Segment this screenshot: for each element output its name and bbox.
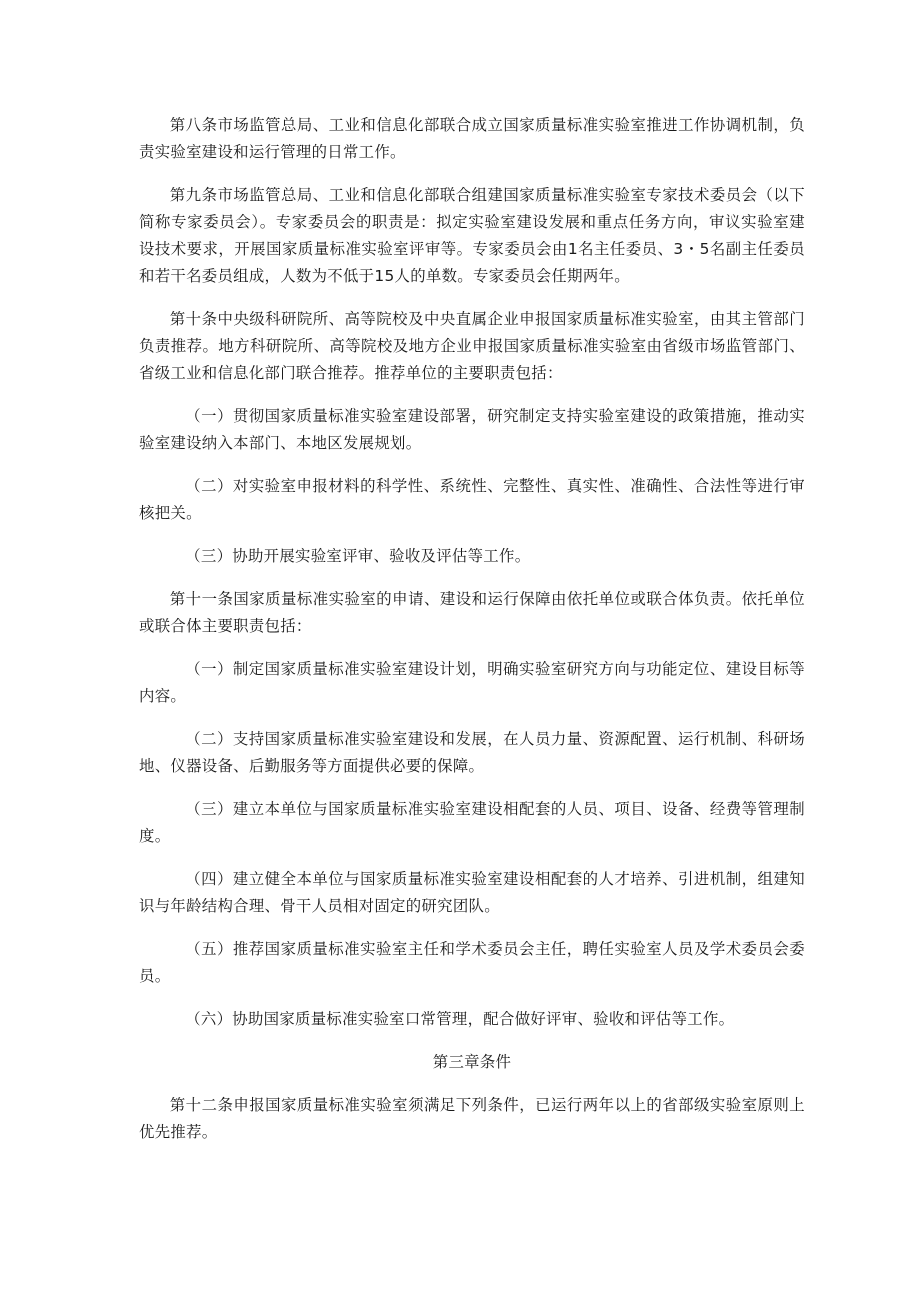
article-12-paragraph: 第十二条申报国家质量标准实验室须满足下列条件，已运行两年以上的省部级实验室原则上优先推荐。 bbox=[139, 1096, 805, 1141]
article-10-item-1: （一）贯彻国家质量标准实验室建设部署，研究制定支持实验室建设的政策措施，推动实验室建设纳入本部门、本地区发展规划。 bbox=[139, 407, 805, 452]
article-11-item-5: （五）推荐国家质量标准实验室主任和学术委员会主任，聘任实验室人员及学术委员会委员。 bbox=[139, 940, 805, 985]
article-10-item-3: （三）协助开展实验室评审、验收及评估等工作。 bbox=[185, 547, 531, 565]
article-11-item-2: （二）支持国家质量标准实验室建设和发展，在人员力量、资源配置、运行机制、科研场地、仪器设备、后勤服务等方面提供必要的保障。 bbox=[139, 730, 805, 775]
article-11-item-1: （一）制定国家质量标准实验室建设计划，明确实验室研究方向与功能定位、建设目标等内容。 bbox=[139, 660, 805, 705]
article-10-paragraph: 第十条中央级科研院所、高等院校及中央直属企业申报国家质量标准实验室，由其主管部门负责推荐。地方科研院所、高等院校及地方企业申报国家质量标准实验室由省级市场监管部门、省级工业和信息化部门联合推荐。推荐单位的主要职责包括： bbox=[139, 310, 805, 382]
article-10-item-2: （二）对实验室申报材料的科学性、系统性、完整性、真实性、准确性、合法性等进行审核把关。 bbox=[139, 477, 805, 522]
article-11-item-4: （四）建立健全本单位与国家质量标准实验室建设相配套的人才培养、引进机制，组建知识与年龄结构合理、骨干人员相对固定的研究团队。 bbox=[139, 870, 805, 915]
article-11-paragraph: 第十一条国家质量标准实验室的申请、建设和运行保障由依托单位或联合体负责。依托单位或联合体主要职责包括： bbox=[139, 590, 805, 635]
article-11-item-6: （六）协助国家质量标准实验室口常管理，配合做好评审、验收和评估等工作。 bbox=[185, 1010, 735, 1028]
article-11-item-3: （三）建立本单位与国家质量标准实验室建设相配套的人员、项目、设备、经费等管理制度。 bbox=[139, 800, 805, 845]
document-body bbox=[139, 112, 805, 1162]
chapter-heading: 第三章条件 bbox=[432, 1053, 512, 1071]
article-9-paragraph: 第九条市场监管总局、工业和信息化部联合组建国家质量标准实验室专家技术委员会（以下简称专家委员会）。专家委员会的职责是：拟定实验室建设发展和重点任务方向，审议实验室建设技术要求，开展国家质量标准实验室评审等。专家委员会由1名主任委员、3・5名副主任委员和若干名委员组成，人数为不低于15人的单数。专家委员会任期两年。 bbox=[139, 186, 805, 285]
article-8-paragraph: 第八条市场监管总局、工业和信息化部联合成立国家质量标准实验室推进工作协调机制，负责实验室建设和运行管理的日常工作。 bbox=[139, 116, 805, 161]
